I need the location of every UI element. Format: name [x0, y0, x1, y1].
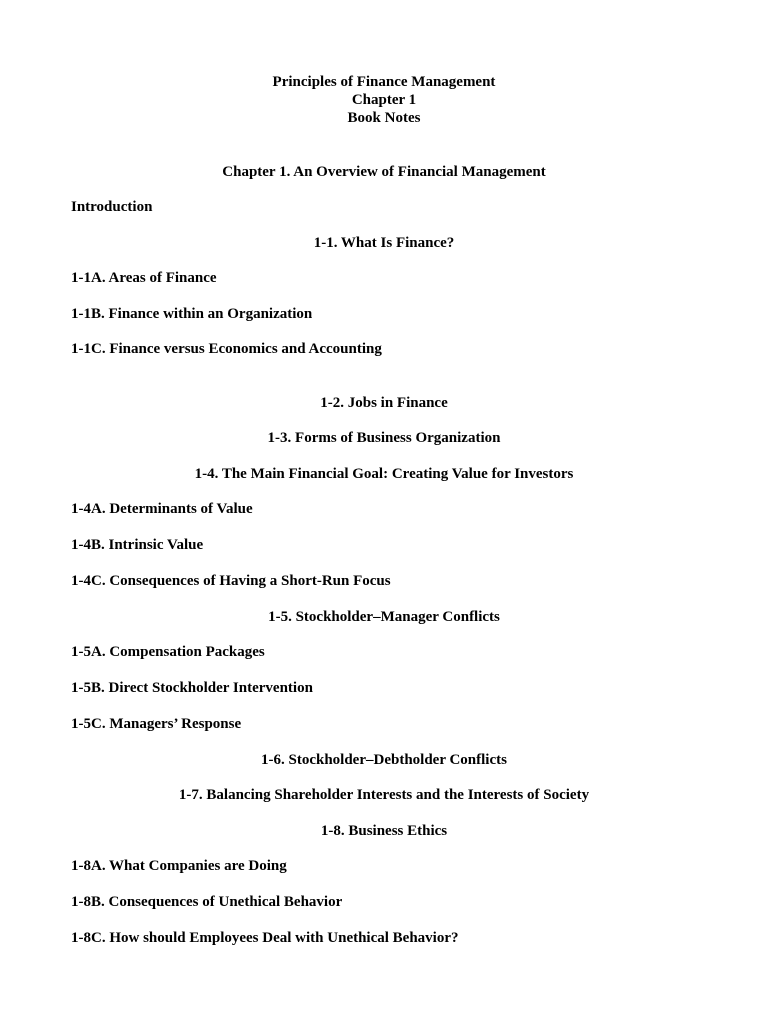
section-heading: 1-5. Stockholder–Manager Conflicts — [268, 609, 500, 625]
subsection-heading: 1-1B. Finance within an Organization — [71, 306, 313, 322]
subsection-heading: 1-5C. Managers’ Response — [71, 716, 242, 732]
subsection-heading: 1-5B. Direct Stockholder Intervention — [71, 680, 313, 696]
section-heading: 1-6. Stockholder–Debtholder Conflicts — [261, 752, 507, 768]
subsection-heading: 1-4A. Determinants of Value — [71, 501, 253, 517]
section-heading: 1-4. The Main Financial Goal: Creating Value for Investors — [194, 466, 574, 482]
subsection-heading: 1-4C. Consequences of Having a Short-Run Focus — [71, 573, 391, 589]
subsection-heading: 1-8A. What Companies are Doing — [71, 858, 287, 874]
subsection-heading: 1-4B. Intrinsic Value — [71, 537, 204, 553]
section-heading: 1-1. What Is Finance? — [313, 235, 455, 251]
subsection-heading: 1-5A. Compensation Packages — [71, 644, 265, 660]
chapter-heading: Chapter 1. An Overview of Financial Management — [222, 164, 546, 180]
subsection-heading: 1-1A. Areas of Finance — [71, 270, 217, 286]
section-heading: 1-3. Forms of Business Organization — [267, 430, 501, 446]
section-heading: 1-7. Balancing Shareholder Interests and the Interests of Society — [178, 787, 590, 803]
subsection-heading: 1-8C. How should Employees Deal with Unethical Behavior? — [71, 930, 459, 946]
section-heading: 1-2. Jobs in Finance — [320, 395, 448, 411]
document-subtitle: Book Notes — [347, 110, 421, 126]
chapter-label: Chapter 1 — [351, 92, 417, 108]
subsection-heading: 1-8B. Consequences of Unethical Behavior — [71, 894, 343, 910]
subsection-heading: 1-1C. Finance versus Economics and Accounting — [71, 341, 382, 357]
section-heading: 1-8. Business Ethics — [320, 823, 448, 839]
introduction-heading: Introduction — [71, 199, 153, 215]
document-title: Principles of Finance Management — [272, 74, 496, 90]
